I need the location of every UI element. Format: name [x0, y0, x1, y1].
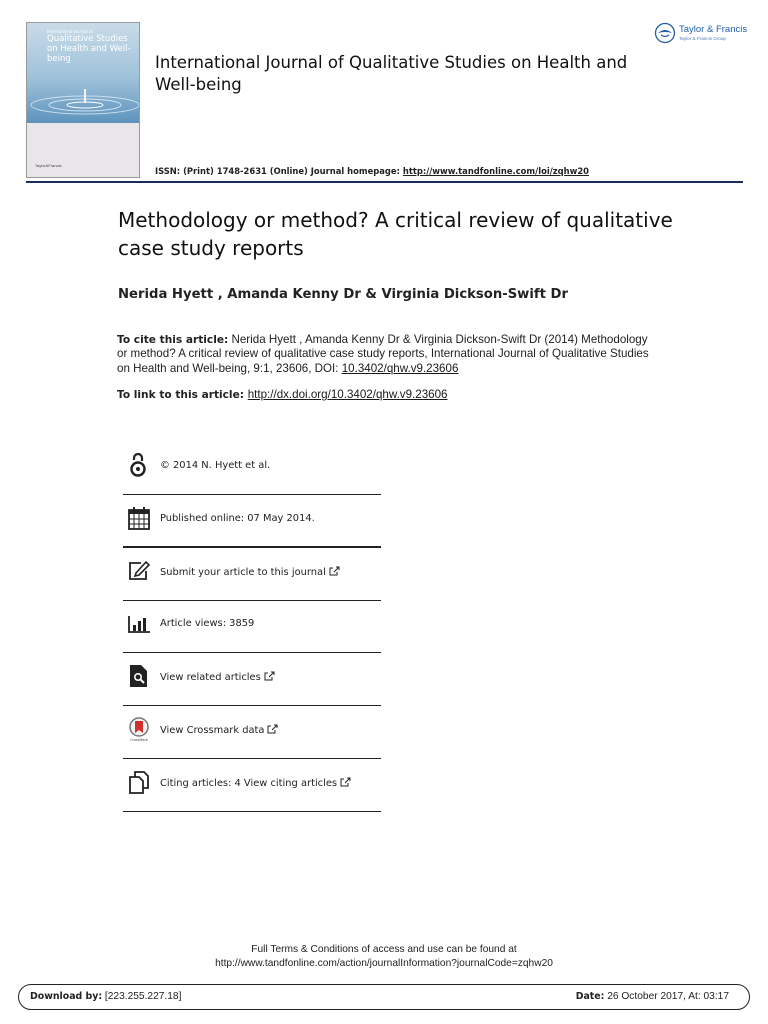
water-ripple-graphic — [27, 85, 139, 123]
info-row-license — [123, 442, 381, 495]
info-row-crossmark[interactable] — [123, 706, 381, 759]
cite-doi-link[interactable]: 10.3402/qhw.v9.23606 — [341, 361, 459, 375]
terms-line-2[interactable]: http://www.tandfonline.com/action/journalInformation?journalCode=zqhw20 — [215, 958, 553, 969]
download-label: Download by: — [30, 991, 103, 1002]
date-value: 26 October 2017, At: 03:17 — [604, 991, 729, 1002]
download-info-bar — [18, 984, 750, 1010]
copy-icon — [127, 769, 151, 795]
info-row-citing[interactable] — [123, 759, 381, 812]
info-row-views — [123, 600, 381, 653]
cover-title-text: Qualitative Studies on Health and Well-being — [47, 34, 131, 64]
info-label-link[interactable] — [160, 671, 275, 683]
download-info — [30, 991, 181, 1002]
search-document-icon — [127, 663, 151, 689]
info-label: Article views: 3859 — [160, 618, 255, 629]
journal-title: International Journal of Qualitative Studies on Health and Well-being — [155, 53, 628, 94]
info-row-related[interactable] — [123, 653, 381, 706]
edit-icon — [127, 558, 151, 584]
open-access-icon — [127, 452, 151, 478]
cite-text: Nerida Hyett , Amanda Kenny Dr & Virginia Dickson-Swift Dr (2014) Methodology or method? A critical review of qualitative case study reports, International Journal of Qualitative Studies on Health and Well-being, 9:1, 23606, DOI: — [117, 333, 649, 375]
external-link-icon — [329, 566, 340, 576]
article-authors: Nerida Hyett , Amanda Kenny Dr & Virginia Dickson-Swift Dr — [118, 287, 568, 302]
taylor-francis-logo-icon — [654, 22, 676, 44]
info-label: View Crossmark data — [160, 725, 265, 736]
external-link-icon — [264, 671, 275, 681]
external-link-icon — [340, 777, 351, 787]
header-divider — [26, 181, 743, 183]
info-label-link[interactable] — [160, 566, 340, 578]
article-doi-link[interactable]: http://dx.doi.org/10.3402/qhw.v9.23606 — [247, 388, 448, 401]
crossmark-icon — [127, 716, 151, 742]
publisher-logo — [654, 22, 750, 48]
cite-label: To cite this article: — [117, 334, 229, 346]
issn-line — [155, 166, 589, 176]
journal-cover-image — [26, 22, 140, 178]
article-link-line — [117, 388, 448, 401]
cover-publisher: Taylor&Francis — [35, 163, 62, 168]
citation-block — [117, 333, 657, 376]
link-label: To link to this article: — [117, 389, 248, 401]
info-label-link[interactable] — [160, 724, 278, 736]
cover-title — [47, 29, 139, 64]
issn-text: ISSN: (Print) 1748-2631 (Online) Journal homepage: — [155, 166, 403, 176]
svg-text:CrossMark: CrossMark — [130, 738, 148, 742]
info-row-submit[interactable] — [123, 548, 381, 601]
info-label: Submit your article to this journal — [160, 567, 326, 578]
info-divider — [123, 811, 381, 812]
info-label: © 2014 N. Hyett et al. — [160, 460, 271, 471]
info-label-link[interactable] — [160, 777, 351, 789]
terms-line-1: Full Terms & Conditions of access and use can be found at — [251, 944, 517, 955]
info-label: Published online: 07 May 2014. — [160, 513, 315, 524]
publisher-logo-name: Taylor & Francis — [679, 24, 748, 35]
date-label: Date: — [575, 991, 605, 1002]
article-title: Methodology or method? A critical review of qualitative case study reports — [118, 208, 673, 260]
info-row-published — [123, 495, 381, 548]
info-label: Citing articles: 4 View citing articles — [160, 778, 338, 789]
journal-homepage-link[interactable]: http://www.tandfonline.com/loi/zqhw20 — [402, 166, 589, 176]
download-value: [223.255.227.18] — [102, 991, 182, 1002]
calendar-icon — [127, 505, 151, 531]
info-label: View related articles — [160, 672, 261, 683]
terms-notice — [0, 943, 768, 971]
publisher-logo-subtitle: Taylor & Francis Group — [679, 36, 726, 41]
external-link-icon — [267, 724, 278, 734]
date-info — [576, 991, 729, 1002]
bar-chart-icon — [127, 610, 151, 636]
cover-small-text: International Journal of — [47, 29, 93, 34]
